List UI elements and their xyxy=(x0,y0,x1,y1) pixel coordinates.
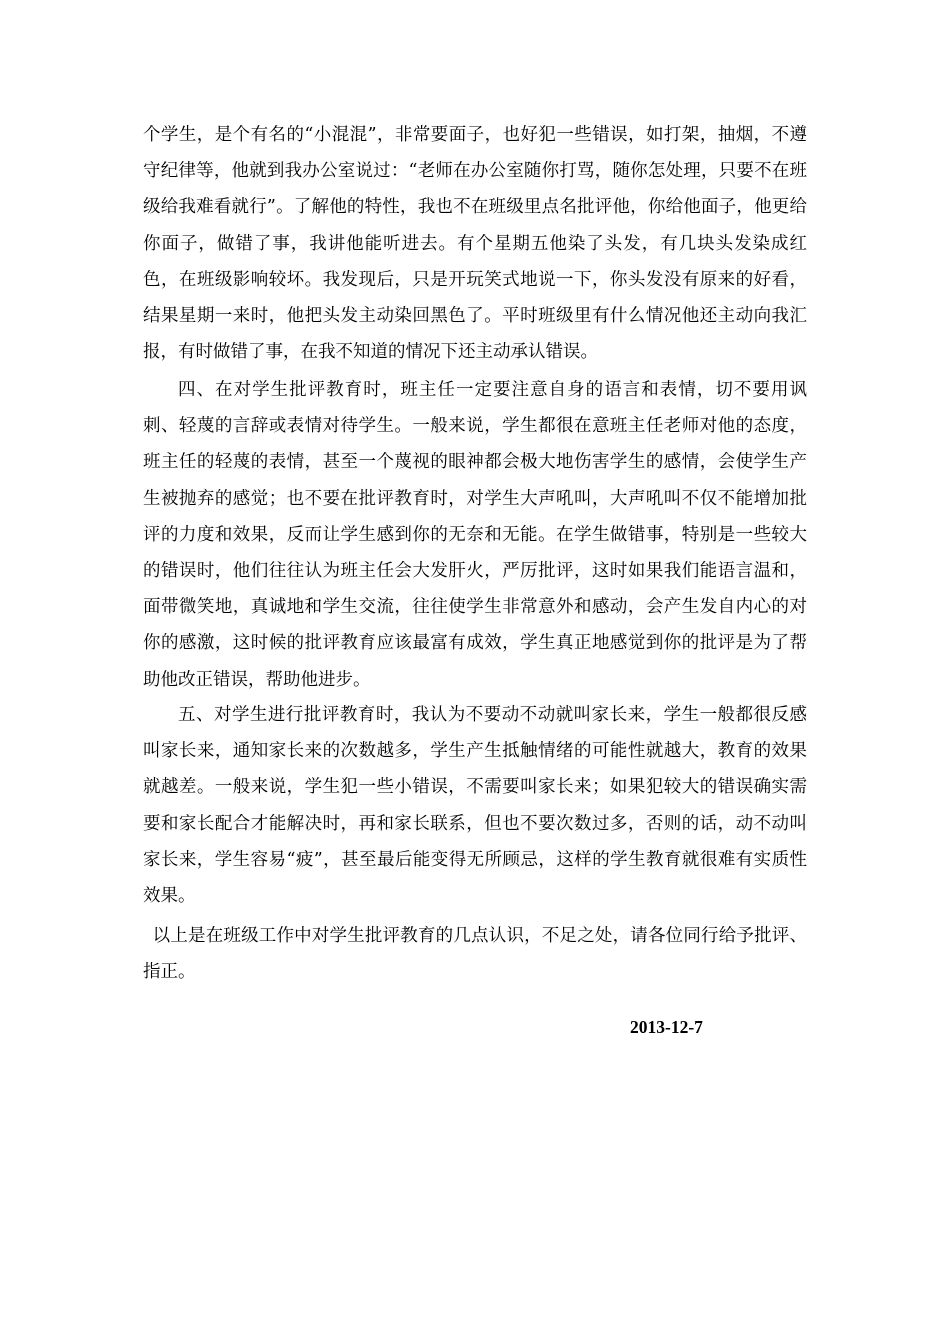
document-date: 2013-12-7 xyxy=(630,1017,703,1037)
paragraph-text: 个学生，是个有名的“小混混”，非常要面子，也好犯一些错误，如打架，抽烟，不遵守纪律等，他就到我办公室说过：“老师在办公室随你打骂，随你怎处理，只要不在班级给我难看就行”。了解他的特性，我也不在班级里点名批评他，你给他面子，他更给你面子，做错了事，我讲他能听进去。有个星期五他染了头发，有几块头发染成红色，在班级影响较坏。我发现后，只是开玩笑式地说一下，你头发没有原来的好看，结果星期一来时，他把头发主动染回黑色了。平时班级里有什么情况他还主动向我汇报，有时做错了事，在我不知道的情况下还主动承认错误。 xyxy=(143,125,807,363)
paragraph-student-example xyxy=(143,117,807,370)
paragraph-text: 五、对学生进行批评教育时，我认为不要动不动就叫家长来，学生一般都很反感叫家长来，通知家长来的次数越多，学生产生抵触情绪的可能性就越大，教育的效果就越差。一般来说，学生犯一些小错误，不需要叫家长来；如果犯较大的错误确实需要和家长配合才能解决时，再和家长联系，但也不要次数过多，否则的话，动不动叫家长来，学生容易“疲”，甚至最后能变得无所顾忌，这样的学生教育就很难有实质性效果。 xyxy=(143,705,807,907)
paragraph-point-five xyxy=(143,697,807,914)
paragraph-point-four xyxy=(143,372,807,698)
paragraph-text: 以上是在班级工作中对学生批评教育的几点认识，不足之处，请各位同行给予批评、指正。 xyxy=(143,926,807,983)
paragraph-text: 四、在对学生批评教育时，班主任一定要注意自身的语言和表情，切不要用讽刺、轻蔑的言辞或表情对待学生。一般来说，学生都很在意班主任老师对他的态度，班主任的轻蔑的表情，甚至一个蔑视的眼神都会极大地伤害学生的感情，会使学生产生被抛弃的感觉；也不要在批评教育时，对学生大声吼叫，大声吼叫不仅不能增加批评的力度和效果，反而让学生感到你的无奈和无能。在学生做错事，特别是一些较大的错误时，他们往往认为班主任会大发肝火，严厉批评，这时如果我们能语言温和，面带微笑地，真诚地和学生交流，往往使学生非常意外和感动，会产生发自内心的对你的感激，这时候的批评教育应该最富有成效，学生真正地感觉到你的批评是为了帮助他改正错误，帮助他进步。 xyxy=(143,380,807,690)
paragraph-conclusion xyxy=(143,918,807,990)
